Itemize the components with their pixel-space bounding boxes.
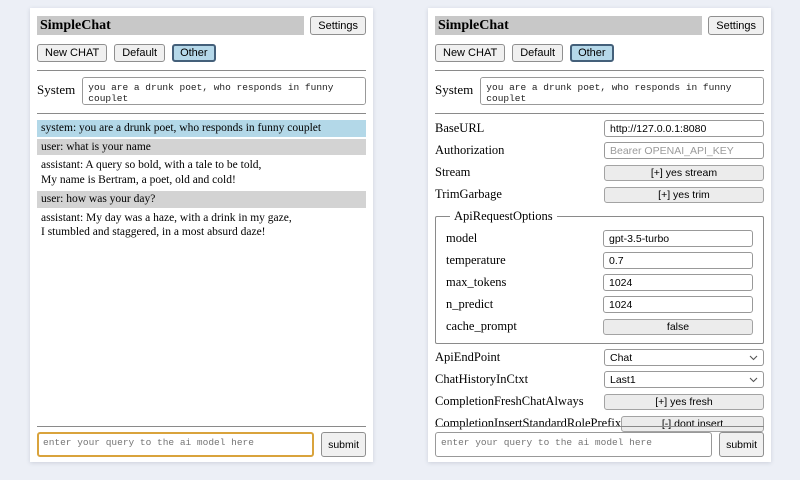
- chevron-down-icon: [749, 352, 758, 364]
- message-line: user: how was your day?: [41, 192, 156, 205]
- setting-label: cache_prompt: [446, 319, 517, 333]
- system-prompt-row: [435, 77, 764, 105]
- chevron-down-icon: [749, 374, 758, 386]
- system-prompt-input[interactable]: [82, 77, 366, 105]
- setting-label: ApiEndPoint: [435, 350, 501, 364]
- select-value: Chat: [610, 351, 633, 364]
- completion-fresh-toggle-button[interactable]: [+] yes fresh: [604, 394, 764, 410]
- setting-row-max-tokens: [446, 274, 753, 291]
- setting-label: n_predict: [446, 297, 494, 311]
- session-tab-other[interactable]: Other: [172, 44, 216, 62]
- setting-row-temperature: [446, 252, 753, 269]
- settings-window: [428, 8, 771, 462]
- setting-row-cache-prompt: [446, 318, 753, 335]
- settings-button[interactable]: Settings: [708, 16, 764, 35]
- setting-label: BaseURL: [435, 121, 485, 135]
- setting-label: CompletionInsertStandardRolePrefix: [435, 416, 622, 430]
- divider: [435, 70, 764, 71]
- message-line: assistant: My day was a haze, with a drink in my gaze,: [41, 211, 292, 224]
- chat-history-select[interactable]: [604, 371, 764, 388]
- setting-row-authorization: [435, 142, 764, 159]
- settings-list: [435, 120, 764, 432]
- setting-row-trimgarbage: [435, 186, 764, 203]
- message-line: user: what is your name: [41, 140, 151, 153]
- query-footer: [37, 426, 366, 457]
- divider: [37, 426, 366, 427]
- system-prompt-row: [37, 77, 366, 105]
- setting-row-stream: [435, 164, 764, 181]
- new-chat-button[interactable]: New CHAT: [435, 44, 505, 62]
- setting-label: TrimGarbage: [435, 187, 502, 201]
- setting-label: Stream: [435, 165, 471, 179]
- setting-row-baseurl: [435, 120, 764, 137]
- submit-button[interactable]: submit: [719, 432, 764, 457]
- query-input[interactable]: [435, 432, 712, 457]
- chat-message-user: [37, 191, 366, 208]
- stream-toggle-button[interactable]: [+] yes stream: [604, 165, 764, 181]
- n-predict-input[interactable]: [603, 296, 753, 313]
- message-line: I stumbled and staggered, in a most absurd daze!: [41, 226, 266, 239]
- trimgarbage-toggle-button[interactable]: [+] yes trim: [604, 187, 764, 203]
- header: [435, 16, 764, 35]
- chat-message-assistant: [37, 210, 366, 241]
- setting-label: ChatHistoryInCtxt: [435, 372, 529, 386]
- temperature-input[interactable]: [603, 252, 753, 269]
- settings-button[interactable]: Settings: [310, 16, 366, 35]
- message-line: system: you are a drunk poet, who responds in funny couplet: [41, 122, 322, 134]
- divider: [37, 113, 366, 114]
- session-tab-default[interactable]: Default: [512, 44, 563, 62]
- app-title: SimpleChat: [37, 16, 304, 35]
- fieldset-legend: ApiRequestOptions: [454, 209, 553, 223]
- system-prompt-input[interactable]: [480, 77, 764, 105]
- chat-message-user: [37, 139, 366, 156]
- submit-button[interactable]: submit: [321, 432, 366, 457]
- setting-label: CompletionFreshChatAlways: [435, 394, 584, 408]
- system-label: System: [435, 82, 474, 97]
- chat-message-list: [37, 120, 366, 241]
- divider: [435, 426, 764, 427]
- divider: [435, 113, 764, 114]
- model-input[interactable]: [603, 230, 753, 247]
- baseurl-input[interactable]: [604, 120, 764, 137]
- setting-row-completion-fresh: [435, 393, 764, 410]
- app-title: SimpleChat: [435, 16, 702, 35]
- session-tab-default[interactable]: Default: [114, 44, 165, 62]
- cache-prompt-toggle-button[interactable]: false: [603, 319, 753, 335]
- session-tab-other[interactable]: Other: [570, 44, 614, 62]
- header: [37, 16, 366, 35]
- chat-message-assistant: [37, 157, 366, 188]
- setting-label: model: [446, 231, 478, 245]
- setting-row-n-predict: [446, 296, 753, 313]
- setting-label: max_tokens: [446, 275, 507, 289]
- query-input[interactable]: [37, 432, 314, 457]
- message-line: assistant: A query so bold, with a tale to be told,: [41, 159, 262, 172]
- setting-row-chat-history: [435, 371, 764, 388]
- completion-insert-toggle-button[interactable]: [-] dont insert: [621, 416, 764, 432]
- api-endpoint-select[interactable]: [604, 349, 764, 366]
- setting-label: Authorization: [435, 143, 505, 157]
- setting-row-model: [446, 230, 753, 247]
- max-tokens-input[interactable]: [603, 274, 753, 291]
- session-toolbar: [37, 44, 366, 62]
- chat-window: [30, 8, 373, 462]
- select-value: Last1: [610, 373, 636, 386]
- api-request-options-fieldset: [435, 209, 764, 344]
- setting-label: temperature: [446, 253, 506, 267]
- setting-row-api-endpoint: [435, 349, 764, 366]
- authorization-input[interactable]: [604, 142, 764, 159]
- system-label: System: [37, 82, 76, 97]
- chat-message-system: [37, 120, 366, 137]
- query-footer: [435, 426, 764, 457]
- session-toolbar: [435, 44, 764, 62]
- message-line: My name is Bertram, a poet, old and cold!: [41, 174, 236, 187]
- divider: [37, 70, 366, 71]
- new-chat-button[interactable]: New CHAT: [37, 44, 107, 62]
